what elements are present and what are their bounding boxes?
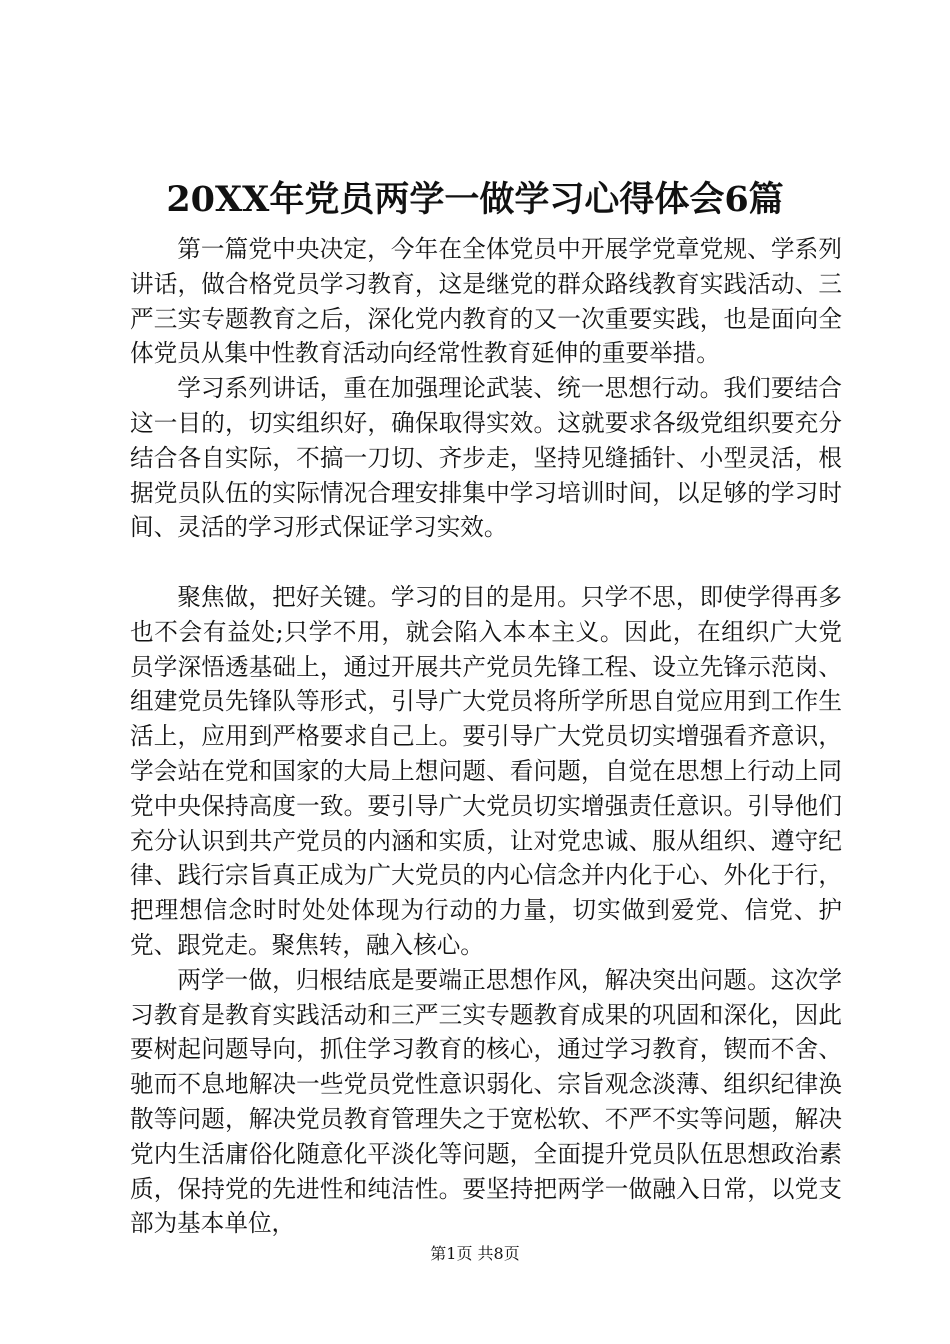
paragraph-4: 两学一做，归根结底是要端正思想作风，解决突出问题。这次学习教育是教育实践活动和三严三实专题教育成果的巩固和深化，因此要树起问题导向，抓住学习教育的核心，通过学习教育，锲而不舍、驰而不息地解决一些党员党性意识弱化、宗旨观念淡薄、组织纪律涣散等问题，解决党员教育管理失之于宽松软、不严不实等问题，解决党内生活庸俗化随意化平淡化等问题，全面提升党员队伍思想政治素质，保持党的先进性和纯洁性。要坚持把两学一做融入日常，以党支部为基本单位， [130,965,842,1238]
document-body [130,232,842,1241]
paragraph-2: 学习系列讲话，重在加强理论武装、统一思想行动。我们要结合这一目的，切实组织好，确保取得实效。这就要求各级党组织要充分结合各自实际，不搞一刀切、齐步走，坚持见缝插针、小型灵活，根据党员队伍的实际情况合理安排集中学习培训时间，以足够的学习时间、灵活的学习形式保证学习实效。 [130,374,842,542]
paragraph-3: 聚焦做，把好关键。学习的目的是用。只学不思，即使学得再多也不会有益处;只学不用，就会陷入本本主义。因此，在组织广大党员学深悟透基础上，通过开展共产党员先锋工程、设立先锋示范岗、组建党员先锋队等形式，引导广大党员将所学所思自觉应用到工作生活上，应用到严格要求自己上。要引导广大党员切实增强看齐意识，学会站在党和国家的大局上想问题、看问题，自觉在思想上行动上同党中央保持高度一致。要引导广大党员切实增强责任意识。引导他们充分认识到共产党员的内涵和实质，让对党忠诚、服从组织、遵守纪律、践行宗旨真正成为广大党员的内心信念并内化于心、外化于行，把理想信念时时处处体现为行动的力量，切实做到爱党、信党、护党、跟党走。聚焦转，融入核心。 [130,582,842,959]
page-number-footer: 第1页 共8页 [430,1244,520,1263]
document-title: 20XX年党员两学一做学习心得体会6篇 [166,179,784,220]
paragraph-1: 第一篇党中央决定，今年在全体党员中开展学党章党规、学系列讲话，做合格党员学习教育，这是继党的群众路线教育实践活动、三严三实专题教育之后，深化党内教育的又一次重要实践，也是面向全体党员从集中性教育活动向经常性教育延伸的重要举措。 [130,235,842,368]
